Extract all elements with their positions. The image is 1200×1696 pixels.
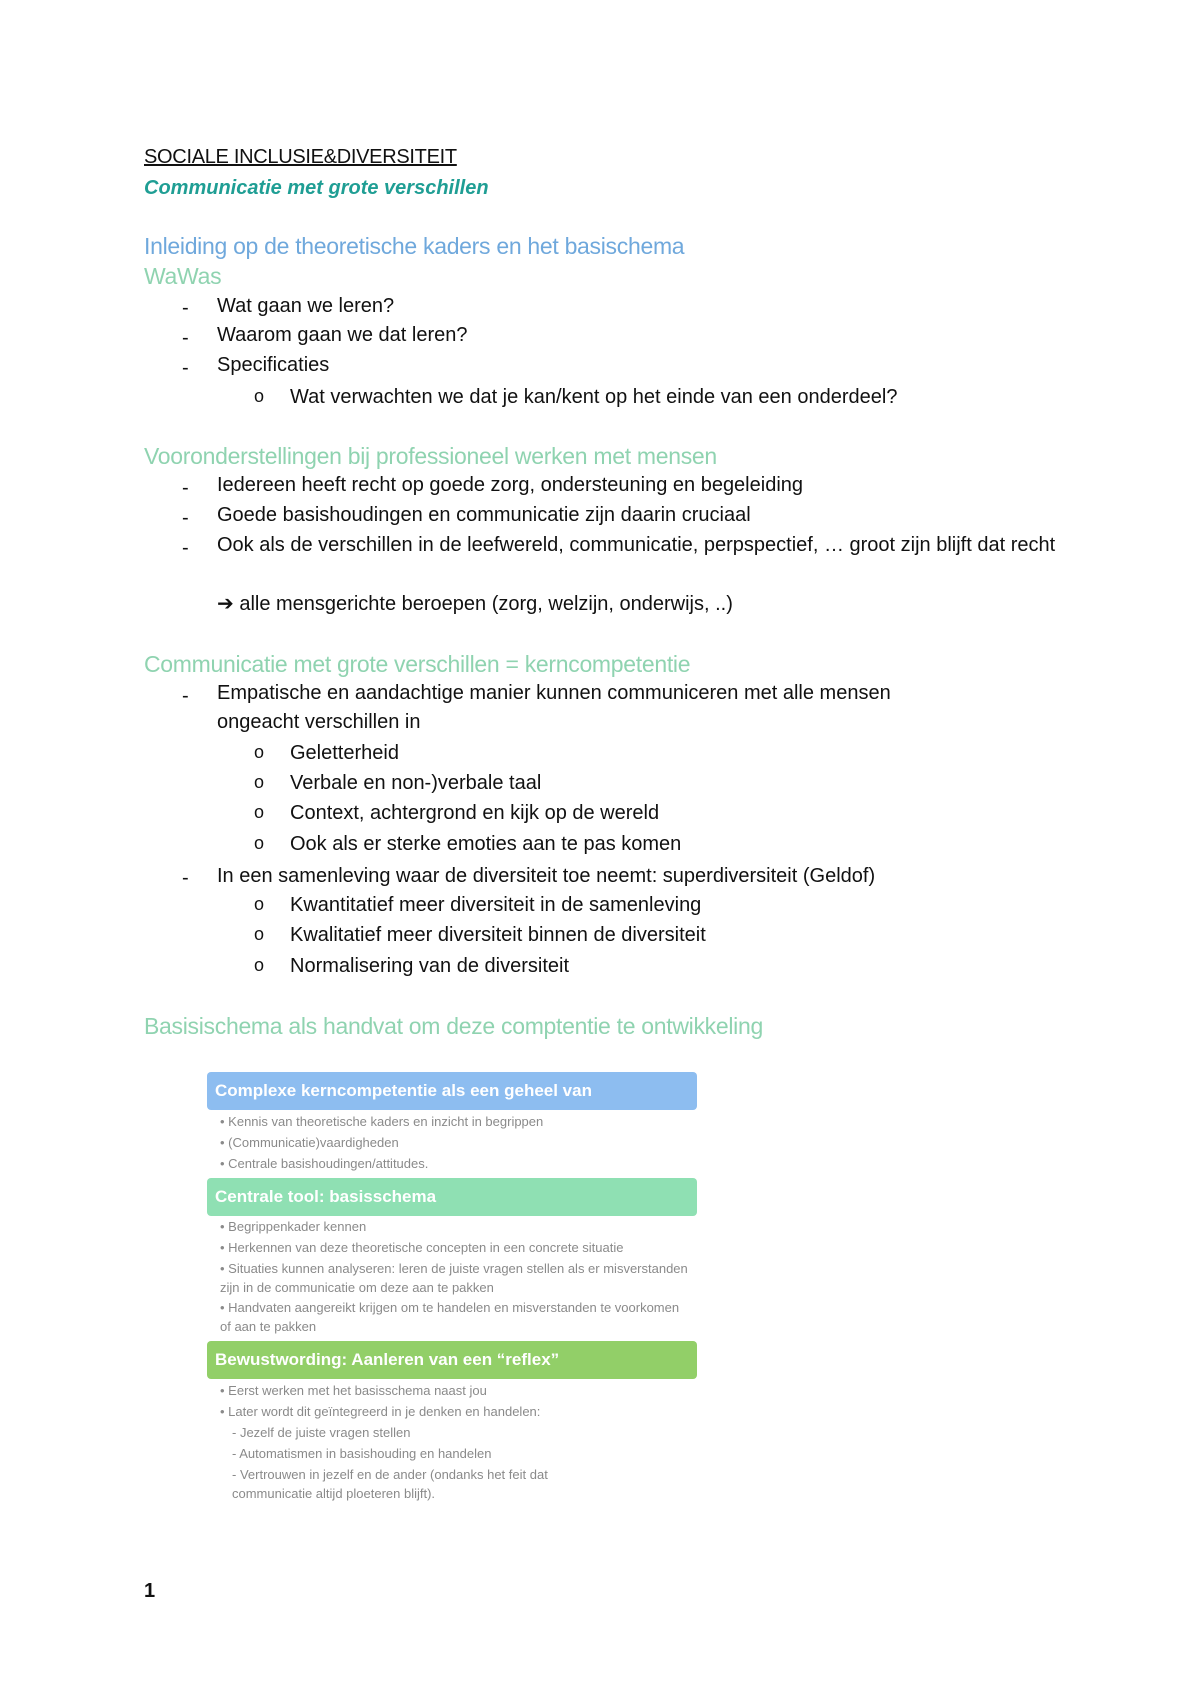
bullet-circle: o — [254, 955, 265, 975]
section-heading-vooronderstellingen: Vooronderstellingen bij professioneel werken met mensen — [144, 443, 717, 469]
document-title: SOCIALE INCLUSIE&DIVERSITEIT — [144, 146, 457, 168]
scheme-bar-kerncompetentie: Complexe kerncompetentie als een geheel van — [207, 1072, 697, 1110]
bullet-circle: o — [254, 924, 265, 944]
scheme-item: • Begrippenkader kennen — [220, 1219, 367, 1234]
list-item: In een samenleving waar de diversiteit toe neemt: superdiversiteit (Geldof) — [217, 865, 876, 887]
bullet-circle: o — [254, 802, 265, 822]
scheme-item: • Later wordt dit geïntegreerd in je denken en handelen: — [220, 1404, 541, 1419]
bullet-dash: - — [182, 477, 189, 499]
sub-list-item: Ook als er sterke emoties aan te pas komen — [290, 833, 682, 855]
sub-list-item: Kwalitatief meer diversiteit binnen de diversiteit — [290, 924, 706, 946]
bullet-dash: - — [182, 507, 189, 529]
sub-list-item: Context, achtergrond en kijk op de wereld — [290, 802, 660, 824]
bullet-circle: o — [254, 894, 265, 914]
bullet-circle: o — [254, 386, 265, 406]
bullet-circle: o — [254, 772, 265, 792]
subheading-wawas: WaWas — [144, 263, 222, 289]
sub-list-item: Wat verwachten we dat je kan/kent op het einde van een onderdeel? — [290, 386, 898, 408]
scheme-item: • Centrale basishoudingen/attitudes. — [220, 1156, 429, 1171]
list-item: Goede basishoudingen en communicatie zijn daarin cruciaal — [217, 504, 751, 526]
scheme-item: • Kennis van theoretische kaders en inzicht in begrippen — [220, 1114, 544, 1129]
section-heading-inleiding: Inleiding op de theoretische kaders en het basischema — [144, 233, 685, 259]
list-item: Waarom gaan we dat leren? — [217, 324, 468, 346]
bullet-dash: - — [182, 867, 189, 889]
arrow-note: ➔ alle mensgerichte beroepen (zorg, welzijn, onderwijs, ..) — [217, 593, 733, 615]
bullet-dash: - — [182, 685, 189, 707]
sub-list-item: Geletterheid — [290, 742, 399, 764]
list-item: Empatische en aandachtige manier kunnen communiceren met alle mensen ongeacht verschillen in — [217, 682, 891, 733]
scheme-item: - Automatismen in basishouding en handelen — [232, 1446, 492, 1461]
scheme-item: - Vertrouwen in jezelf en de ander (ondanks het feit dat communicatie altijd ploeteren blijft). — [232, 1467, 548, 1501]
bullet-dash: - — [182, 297, 189, 319]
bullet-circle: o — [254, 742, 265, 762]
sub-list-item: Verbale en non-)verbale taal — [290, 772, 542, 794]
page-number: 1 — [144, 1580, 156, 1602]
document-subtitle: Communicatie met grote verschillen — [144, 177, 489, 199]
scheme-item: • Handvaten aangereikt krijgen om te handelen en misverstanden te voorkomen of aan te pakken — [220, 1300, 680, 1334]
bullet-dash: - — [182, 327, 189, 349]
scheme-item: • Eerst werken met het basisschema naast jou — [220, 1383, 487, 1398]
scheme-item: • (Communicatie)vaardigheden — [220, 1135, 399, 1150]
section-heading-basisschema: Basisischema als handvat om deze comptentie te ontwikkeling — [144, 1013, 763, 1039]
list-item: Iedereen heeft recht op goede zorg, ondersteuning en begeleiding — [217, 474, 804, 496]
list-item: Ook als de verschillen in de leefwereld, communicatie, perpspectief, … groot zijn blijft dat recht — [217, 534, 1056, 556]
bullet-circle: o — [254, 833, 265, 853]
list-item: Wat gaan we leren? — [217, 295, 395, 317]
sub-list-item: Normalisering van de diversiteit — [290, 955, 570, 977]
scheme-bar-bewustwording: Bewustwording: Aanleren van een “reflex” — [207, 1341, 697, 1379]
bullet-dash: - — [182, 537, 189, 559]
scheme-item: • Herkennen van deze theoretische concepten in een concrete situatie — [220, 1240, 624, 1255]
bullet-dash: - — [182, 357, 189, 379]
sub-list-item: Kwantitatief meer diversiteit in de samenleving — [290, 894, 702, 916]
scheme-bar-basisschema: Centrale tool: basisschema — [207, 1178, 697, 1216]
list-item: Specificaties — [217, 354, 330, 376]
scheme-item: - Jezelf de juiste vragen stellen — [232, 1425, 411, 1440]
section-heading-kerncompetentie: Communicatie met grote verschillen = kerncompetentie — [144, 651, 691, 677]
scheme-item: • Situaties kunnen analyseren: leren de juiste vragen stellen als er misverstanden zijn in de communicatie om deze aan te pakken — [220, 1261, 688, 1295]
